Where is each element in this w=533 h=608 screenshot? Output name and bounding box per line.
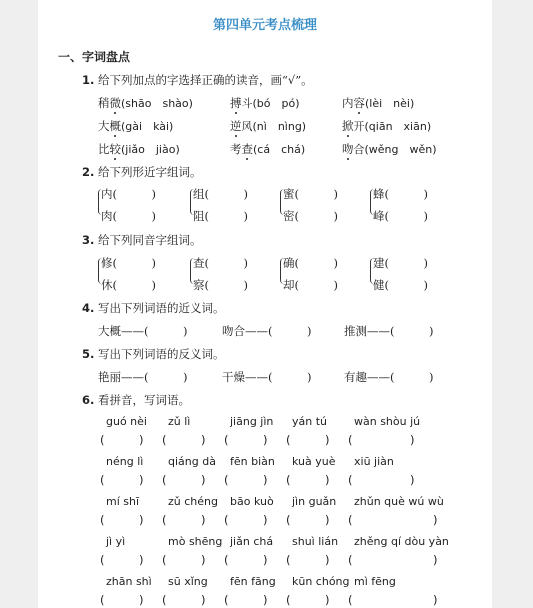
answer-blank: ( ): [224, 513, 268, 527]
pronunciation-item: [230, 141, 305, 157]
pinyin-choices: 开(qiān xiān): [353, 120, 432, 133]
pinyin-label: kūn chóng: [292, 575, 350, 588]
answer-blank: ( ): [286, 553, 330, 567]
answer-blank: ( ): [162, 593, 206, 607]
pinyin-label: guó nèi: [106, 415, 147, 428]
dotted-char: 逆: [230, 119, 242, 133]
answer-blank: ( ): [286, 473, 330, 487]
pinyin-label: jiāng jìn: [230, 415, 274, 428]
pinyin-label: jì yì: [106, 535, 126, 548]
homophone-char-item: 休( ): [101, 278, 156, 292]
pinyin-label: kuà yuè: [292, 455, 336, 468]
answer-blank: ( ): [348, 513, 438, 527]
word-text: 内: [342, 96, 354, 110]
section-heading: 一、字词盘点: [58, 50, 131, 64]
homophone-char-item: 查( ): [193, 256, 248, 270]
answer-blank: ( ): [348, 553, 438, 567]
dotted-char: 掀: [342, 119, 354, 133]
homophone-char-item: 却( ): [283, 278, 338, 292]
pronunciation-item: [98, 141, 180, 157]
dotted-char: 概: [109, 119, 121, 133]
pinyin-label: qiáng dà: [168, 455, 216, 468]
pinyin-label: mì fēng: [354, 575, 396, 588]
pinyin-choices: 风(nì nìng): [241, 120, 307, 133]
pinyin-label: zhěng qí dòu yàn: [354, 535, 449, 548]
pinyin-choices: (lèi nèi): [365, 97, 415, 110]
answer-blank: ( ): [224, 593, 268, 607]
pinyin-label: bāo kuò: [230, 495, 274, 508]
pinyin-choices: 斗(bó pó): [241, 97, 300, 110]
pronunciation-item: [230, 118, 306, 134]
answer-blank: ( ): [286, 433, 330, 447]
pinyin-label: wàn shòu jú: [354, 415, 421, 428]
dotted-char: 容: [353, 96, 365, 110]
answer-blank: ( ): [100, 593, 144, 607]
pinyin-choices: (gài kài): [121, 120, 174, 133]
pronunciation-item: [342, 118, 431, 134]
synonym-item: 大概——( ): [98, 324, 188, 338]
word-text: 大: [98, 119, 110, 133]
answer-blank: ( ): [224, 473, 268, 487]
answer-blank: ( ): [100, 473, 144, 487]
question-1: 1. 给下列加点的字选择正确的读音，画“√”。: [82, 73, 313, 87]
pinyin-choices: 合(wěng wěn): [353, 143, 437, 156]
pinyin-label: yán tú: [292, 415, 328, 428]
answer-blank: ( ): [162, 433, 206, 447]
dotted-char: 微: [109, 96, 121, 110]
question-6: 6. 看拼音，写词语。: [82, 393, 191, 407]
pronunciation-item: [342, 141, 437, 157]
form-similar-char-item: 阻( ): [193, 209, 248, 223]
form-similar-char-item: 蜜( ): [283, 187, 338, 201]
answer-blank: ( ): [348, 593, 438, 607]
answer-blank: ( ): [162, 513, 206, 527]
pinyin-label: jiǎn chá: [230, 535, 274, 548]
left-margin: [0, 0, 38, 608]
pronunciation-item: [98, 95, 193, 111]
antonym-item: 干燥——( ): [222, 370, 312, 384]
dotted-char: 查: [241, 142, 253, 156]
answer-blank: ( ): [100, 513, 144, 527]
answer-blank: ( ): [162, 473, 206, 487]
pinyin-choices: (cá chá): [253, 143, 306, 156]
homophone-char-item: 建( ): [373, 256, 428, 270]
dotted-char: 吻: [342, 142, 354, 156]
form-similar-char-item: 峰( ): [373, 209, 428, 223]
word-text: 稍: [98, 96, 110, 110]
homophone-char-item: 确( ): [283, 256, 338, 270]
pinyin-label: mò shēng: [168, 535, 223, 548]
pinyin-label: néng lì: [106, 455, 144, 468]
pinyin-label: zǔ lì: [168, 415, 191, 428]
pronunciation-item: [98, 118, 173, 134]
answer-blank: ( ): [162, 553, 206, 567]
form-similar-char-item: 蜂( ): [373, 187, 428, 201]
right-margin: [492, 0, 533, 608]
pinyin-label: xiū jiàn: [354, 455, 394, 468]
pinyin-label: fēn fāng: [230, 575, 276, 588]
pinyin-label: mí shī: [106, 495, 140, 508]
answer-blank: ( ): [348, 433, 415, 447]
antonym-item: 有趣——( ): [344, 370, 434, 384]
pronunciation-item: [230, 95, 300, 111]
question-4: 4. 写出下列词语的近义词。: [82, 301, 225, 315]
answer-blank: ( ): [286, 593, 330, 607]
pinyin-choices: (jiǎo jiào): [121, 143, 180, 156]
pinyin-label: shuì lián: [292, 535, 339, 548]
pinyin-label: sū xǐng: [168, 575, 208, 588]
pinyin-label: zhān shì: [106, 575, 152, 588]
word-text: 比: [98, 142, 110, 156]
answer-blank: ( ): [100, 433, 144, 447]
antonym-item: 艳丽——( ): [98, 370, 188, 384]
answer-blank: ( ): [224, 433, 268, 447]
question-3: 3. 给下列同音字组词。: [82, 233, 202, 247]
pinyin-label: fēn biàn: [230, 455, 275, 468]
answer-blank: ( ): [286, 513, 330, 527]
form-similar-char-item: 肉( ): [101, 209, 156, 223]
word-text: 考: [230, 142, 242, 156]
dotted-char: 较: [109, 142, 121, 156]
dotted-char: 搏: [230, 96, 242, 110]
document-page: [38, 0, 492, 608]
form-similar-char-item: 密( ): [283, 209, 338, 223]
form-similar-char-item: 组( ): [193, 187, 248, 201]
answer-blank: ( ): [224, 553, 268, 567]
form-similar-char-item: 内( ): [101, 187, 156, 201]
synonym-item: 吻合——( ): [222, 324, 312, 338]
page-title: 第四单元考点梳理: [212, 18, 317, 33]
homophone-char-item: 健( ): [373, 278, 428, 292]
pronunciation-item: [342, 95, 414, 111]
question-5: 5. 写出下列词语的反义词。: [82, 347, 225, 361]
answer-blank: ( ): [100, 553, 144, 567]
question-2: 2. 给下列形近字组词。: [82, 165, 202, 179]
homophone-char-item: 察( ): [193, 278, 248, 292]
synonym-item: 推测——( ): [344, 324, 434, 338]
homophone-char-item: 修( ): [101, 256, 156, 270]
pinyin-label: jìn guǎn: [292, 495, 337, 508]
answer-blank: ( ): [348, 473, 415, 487]
pinyin-choices: (shāo shào): [121, 97, 193, 110]
pinyin-label: zhǔn què wú wù: [354, 495, 444, 508]
pinyin-label: zǔ chéng: [168, 495, 218, 508]
